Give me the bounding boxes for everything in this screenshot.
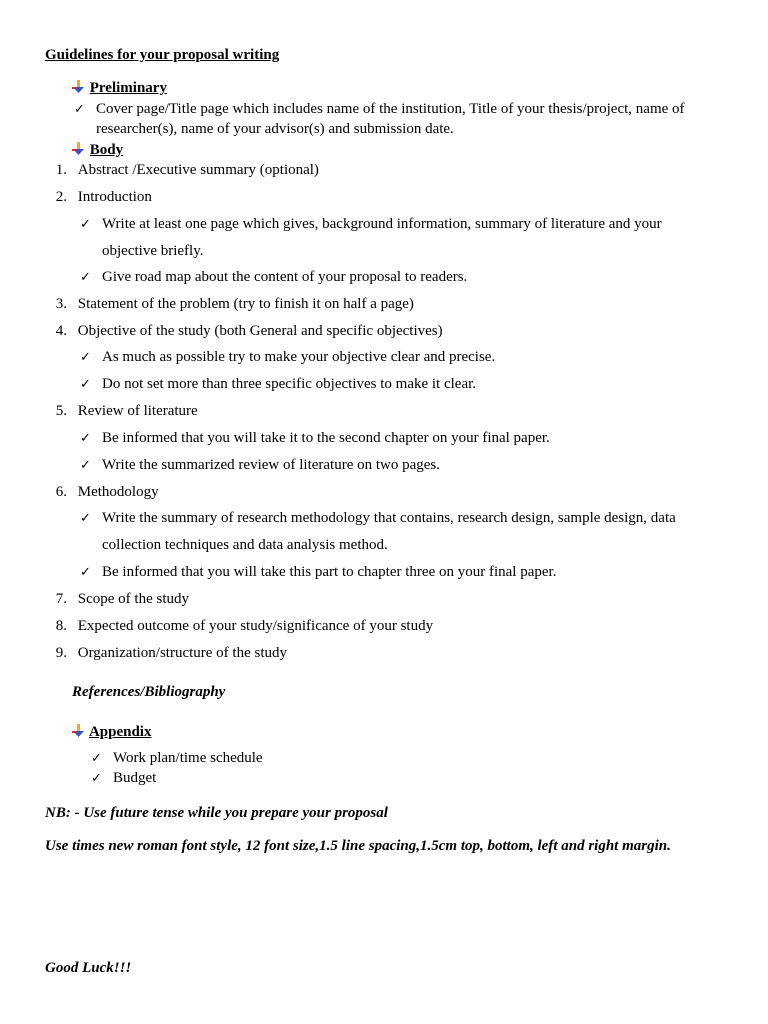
list-text: Review of literature [77,403,198,419]
checkmark-icon: ✓ [74,102,85,117]
section-body-label: Body [89,142,124,158]
sub-item [80,564,557,581]
list-number: 6. [55,484,67,500]
list-item [45,618,433,635]
sub-item-text: Write at least one page which gives, background information, summary of literature and your [102,216,662,232]
list-item [45,296,414,313]
sub-item-text: Be informed that you will take this part to chapter three on your final paper. [102,564,557,580]
format-note: Use times new roman font style, 12 font size,1.5 line spacing,1.5cm top, bottom, left and right margin. [45,838,671,854]
list-number: 4. [55,323,67,339]
sub-item-text: Write the summarized review of literature on two pages. [102,457,441,473]
arrow-down-multicolor-icon [72,80,86,94]
nb-note: NB: - Use future tense while you prepare your proposal [45,805,388,821]
section-appendix [72,724,151,741]
list-number: 8. [55,618,67,634]
sub-item [80,269,468,286]
list-number: 1. [55,162,67,178]
sub-item-text: As much as possible try to make your objective clear and precise. [102,349,496,365]
list-number: 9. [55,645,67,661]
section-preliminary [72,80,167,97]
checkmark-icon: ✓ [80,458,91,473]
list-item [45,323,443,340]
sub-item-text: Give road map about the content of your proposal to readers. [102,269,468,285]
list-number: 5. [55,403,67,419]
list-text: Objective of the study (both General and specific objectives) [77,323,443,339]
list-item [45,162,319,179]
list-text: Scope of the study [77,591,189,607]
list-text: Abstract /Executive summary (optional) [77,162,319,178]
list-text: Methodology [77,484,159,500]
checkmark-icon: ✓ [91,751,102,766]
checkmark-icon: ✓ [80,350,91,365]
list-item [45,591,189,608]
preliminary-item-text-1: Cover page/Title page which includes name of the institution, Title of your thesis/project, name of [96,101,685,117]
checkmark-icon: ✓ [91,771,102,786]
preliminary-item-text-2: researcher(s), name of your advisor(s) and submission date. [96,121,454,137]
section-appendix-label: Appendix [88,724,152,740]
arrow-down-multicolor-icon [72,724,86,738]
checkmark-icon: ✓ [80,511,91,526]
arrow-down-multicolor-icon [72,142,86,156]
document-title: Guidelines for your proposal writing [45,47,280,63]
checkmark-icon: ✓ [80,565,91,580]
sub-item [80,376,477,393]
sub-item-text: Be informed that you will take it to the second chapter on your final paper. [102,430,550,446]
list-text: Expected outcome of your study/significance of your study [77,618,434,634]
appendix-item-text: Budget [113,770,157,786]
section-body [72,142,123,159]
checkmark-icon: ✓ [80,217,91,232]
list-text: Introduction [77,189,152,205]
list-item [45,484,159,501]
list-number: 3. [55,296,67,312]
list-number: 2. [55,189,67,205]
appendix-item [91,750,263,767]
list-item [45,645,287,662]
preliminary-item [74,101,685,118]
closing-text: Good Luck!!! [45,960,132,976]
section-preliminary-label: Preliminary [89,80,167,96]
list-item [45,189,152,206]
checkmark-icon: ✓ [80,377,91,392]
checkmark-icon: ✓ [80,270,91,285]
sub-item [80,349,496,366]
appendix-item [91,770,157,787]
list-text: Organization/structure of the study [77,645,288,661]
sub-item [80,430,550,447]
list-text: Statement of the problem (try to finish it on half a page) [77,296,414,312]
sub-item [80,457,441,474]
sub-item-text: objective briefly. [102,243,204,259]
references-heading: References/Bibliography [72,684,226,700]
list-item [45,403,198,420]
list-number: 7. [55,591,67,607]
sub-item-text: collection techniques and data analysis method. [102,537,388,553]
sub-item [80,216,662,233]
appendix-item-text: Work plan/time schedule [113,750,263,766]
sub-item [80,510,676,527]
sub-item-text: Do not set more than three specific objectives to make it clear. [102,376,477,392]
checkmark-icon: ✓ [80,431,91,446]
sub-item-text: Write the summary of research methodology that contains, research design, sample design, data [102,510,676,526]
